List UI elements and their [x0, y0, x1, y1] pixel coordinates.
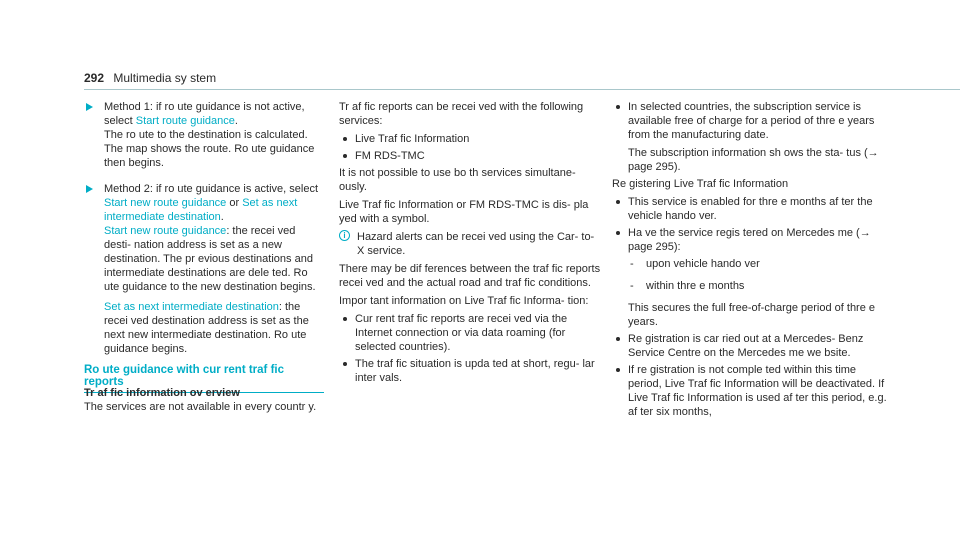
column-1: [84, 100, 324, 368]
paragraph: It is not possible to use bo th services simultane‐ ously.: [339, 167, 576, 193]
triangle-arrow-icon: [86, 103, 93, 111]
subsection-title: Tr af fic information ov erview: [84, 387, 240, 399]
list-item: Re gistration is car ried out at a Mercedes- Benz Service Centre on the Mercedes me we bsite.: [612, 332, 887, 360]
paragraph: Impor tant information on Live Traf fic Informa‐ tion:: [339, 295, 589, 307]
list-item-detail: This secures the full free-of-charge period of thre e years.: [628, 302, 876, 328]
link-start-route-guidance[interactable]: Start route guidance: [135, 115, 235, 127]
subheading: Re gistering Live Traf fic Information: [612, 178, 789, 190]
page-number: 292: [84, 71, 105, 85]
sub-item: - within thre e months: [630, 280, 745, 292]
bullet-dot-icon: [616, 368, 620, 372]
dash-icon: -: [630, 258, 634, 270]
note: i Hazard alerts can be recei ved using the Car- to-X service.: [339, 230, 601, 258]
step-method-1: Method 1: if ro ute guidance is not active, select Start route guidance. The ro ute to the destination is calculated. The map shows the route. Ro ute guidance then begins.: [84, 100, 324, 170]
bullet-dot-icon: [343, 154, 347, 158]
sub-item: - upon vehicle hando ver: [630, 258, 760, 270]
link-set-as-next-intermediate[interactable]: Set as next intermediate destination: [104, 197, 298, 223]
link-start-new-route-guidance-2[interactable]: Start new route guidance: [104, 225, 227, 237]
section-heading: Ro ute guidance with cur rent traf fic reports: [84, 364, 324, 393]
page-header: [84, 71, 216, 85]
column-2: [339, 100, 601, 388]
link-set-as-next-intermediate-2[interactable]: Set as next intermediate destination: [104, 301, 279, 313]
list-item-detail: The subscription information sh ows the sta‐ tus (→ page 295).: [628, 147, 879, 173]
list-item: Ha ve the service regis tered on Mercedes me (→ page 295):: [612, 226, 887, 254]
page-section-title: Multimedia sy stem: [113, 71, 217, 85]
triangle-arrow-icon: [86, 185, 93, 193]
step-method-2: Method 2: if ro ute guidance is active, select Start new route guidance or Set as next intermediate destination. Start new route guidance: the recei ved desti‐ nation address is set as a new destination. The pr evious destinations and intermediate destinations are dele ted. Ro ute guidance to the new destination begins. Set as next intermediate destination: the recei ved destination address is set as the next new intermediate destination. Ro ute guidance begins.: [84, 182, 324, 356]
list-item: The traf fic situation is upda ted at short, regu‐ lar inter vals.: [339, 357, 601, 385]
bullet-dot-icon: [343, 137, 347, 141]
list-item: If re gistration is not comple ted within this time period, Live Traf fic Information will be deactivated. If Live Traf fic Information is used af ter this period, e.g. af ter six months,: [612, 363, 887, 419]
dash-icon: -: [630, 280, 634, 292]
bullet-dot-icon: [343, 362, 347, 366]
link-start-new-route-guidance[interactable]: Start new route guidance: [104, 197, 227, 209]
bullet-dot-icon: [616, 231, 620, 235]
step-method-2-intermediate: Set as next intermediate destination: the recei ved destination address is set as the next new intermediate destination. Ro ute guidance begins.: [104, 301, 309, 355]
list-item: Cur rent traf fic reports are recei ved via the Internet connection or via data roaming (for selected countries).: [339, 312, 601, 354]
bullet-dot-icon: [616, 105, 620, 109]
header-rule: [84, 89, 960, 90]
info-icon: i: [339, 230, 350, 241]
paragraph: Live Traf fic Information or FM RDS-TMC is dis‐ pla yed with a symbol.: [339, 199, 589, 225]
list-item: Live Traf fic Information: [339, 132, 601, 146]
column-3: [612, 100, 887, 422]
bullet-dot-icon: [343, 317, 347, 321]
subsection-text: The services are not available in every countr y.: [84, 401, 317, 413]
list-item: FM RDS-TMC: [339, 149, 601, 163]
bullet-dot-icon: [616, 200, 620, 204]
paragraph: There may be dif ferences between the traf fic reports recei ved and the actual road and traf fic conditions.: [339, 263, 601, 289]
paragraph: Tr af fic reports can be recei ved with the following services:: [339, 101, 584, 127]
list-item: This service is enabled for thre e months af ter the vehicle hando ver.: [612, 195, 887, 223]
subsection: [84, 386, 329, 414]
bullet-dot-icon: [616, 337, 620, 341]
list-item: In selected countries, the subscription service is available free of charge for a period of thre e years from the manufacturing date. The subscription information sh ows the sta‐ tus (→ page 295).: [612, 100, 887, 174]
